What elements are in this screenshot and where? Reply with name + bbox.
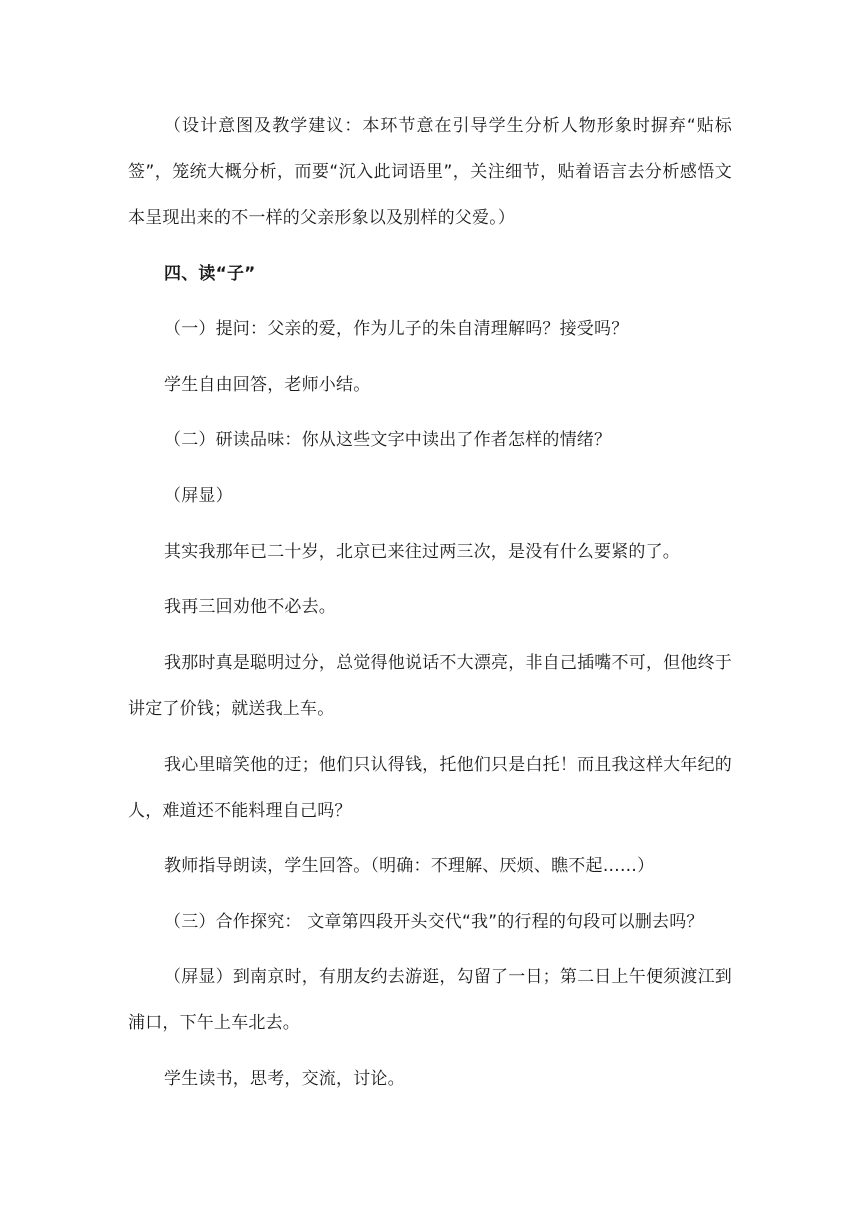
- quote-paragraph: 我再三回劝他不必去。: [164, 597, 336, 617]
- activity-paragraph: 学生读书，思考，交流，讨论。: [164, 1069, 405, 1089]
- section-heading: 四、读“子”: [164, 264, 256, 284]
- answer-paragraph: 学生自由回答，老师小结。: [164, 375, 371, 395]
- quote-paragraph: 我心里暗笑他的迂；他们只认得钱，托他们只是白托！而且我这样大年纪的人，难道还不能料理自己吗？: [128, 755, 732, 821]
- quote-paragraph: （屏显）到南京时，有朋友约去游逛，勾留了一日；第二日上午便须渡江到浦口，下午上车北去。: [128, 967, 732, 1033]
- question-paragraph: （三）合作探究： 文章第四段开头交代“我”的行程的句段可以删去吗？: [164, 912, 704, 932]
- question-paragraph: （一）提问：父亲的爱，作为儿子的朱自清理解吗？接受吗？: [164, 319, 629, 339]
- teacher-guide-paragraph: 教师指导朗读，学生回答。（明确：不理解、厌烦、瞧不起……）: [164, 856, 655, 876]
- question-paragraph: （二）研读品味：你从这些文字中读出了作者怎样的情绪？: [164, 430, 612, 450]
- design-intent-paragraph: （设计意图及教学建议：本环节意在引导学生分析人物形象时摒弃“贴标签”，笼统大概分析，而要“沉入此词语里”，关注细节，贴着语言去分析感悟文本呈现出来的不一样的父亲形象以及别样的父爱。）: [128, 116, 732, 228]
- quote-paragraph: 我那时真是聪明过分，总觉得他说话不大漂亮，非自己插嘴不可，但他终于讲定了价钱；就送我上车。: [128, 653, 732, 719]
- screen-label: （屏显）: [164, 486, 233, 506]
- quote-paragraph: 其实我那年已二十岁，北京已来往过两三次，是没有什么要紧的了。: [164, 542, 680, 562]
